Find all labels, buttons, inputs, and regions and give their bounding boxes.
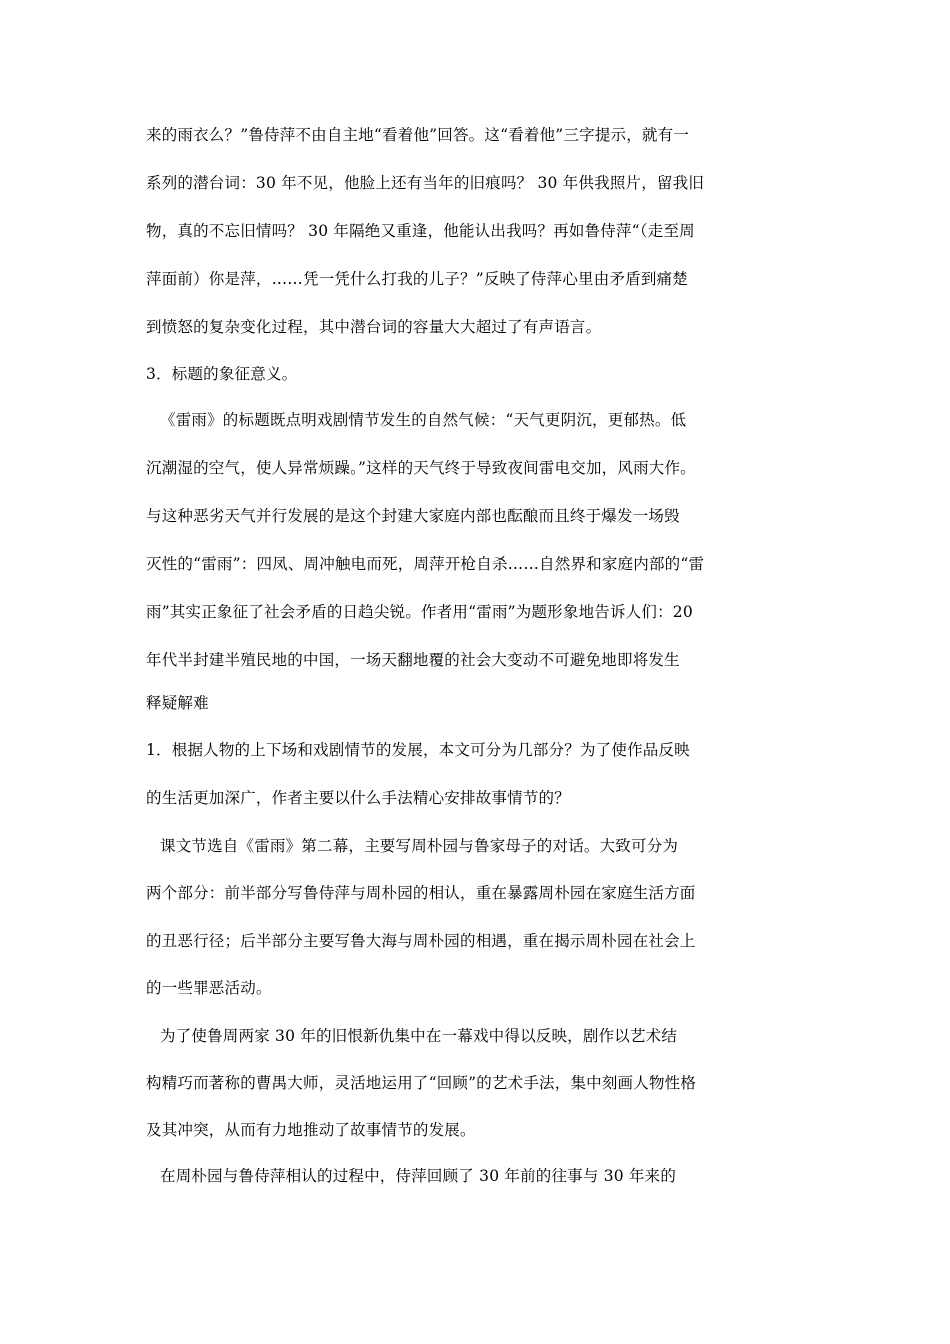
text-line: 来的雨衣么？”鲁侍萍不由自主地“看着他”回答。这“看着他”三字提示，就有一 — [146, 126, 690, 144]
text-line: 灭性的“雷雨”：四凤、周冲触电而死，周萍开枪自杀……自然界和家庭内部的“雷 — [146, 555, 705, 573]
text-line: 年代半封建半殖民地的中国，一场天翻地覆的社会大变动不可避免地即将发生 — [146, 651, 680, 669]
text-line: 在周朴园与鲁侍萍相认的过程中，侍萍回顾了 30 年前的往事与 30 年来的 — [160, 1167, 677, 1185]
section-heading: 释疑解难 — [146, 694, 209, 712]
text-line: 的丑恶行径；后半部分主要写鲁大海与周朴园的相遇，重在揭示周朴园在社会上 — [146, 932, 696, 950]
text-line: 构精巧而著称的曹禺大师，灵活地运用了“回顾”的艺术手法，集中刻画人物性格 — [146, 1074, 697, 1092]
text-line: 两个部分：前半部分写鲁侍萍与周朴园的相认，重在暴露周朴园在家庭生活方面 — [146, 884, 696, 902]
text-line: 沉潮湿的空气，使人异常烦躁。”这样的天气终于导致夜间雷电交加，风雨大作。 — [146, 459, 696, 477]
text-line: 为了使鲁周两家 30 年的旧恨新仇集中在一幕戏中得以反映，剧作以艺术结 — [160, 1027, 678, 1045]
text-line: 到愤怒的复杂变化过程，其中潜台词的容量大大超过了有声语言。 — [146, 318, 602, 336]
text-line: 与这种恶劣天气并行发展的是这个封建大家庭内部也酝酿而且终于爆发一场毁 — [146, 507, 680, 525]
text-line: 及其冲突，从而有力地推动了故事情节的发展。 — [146, 1121, 476, 1139]
section-heading: 3．标题的象征意义。 — [146, 365, 298, 383]
text-line: 《雷雨》的标题既点明戏剧情节发生的自然气候：“天气更阴沉，更郁热。低 — [160, 411, 687, 429]
question-line: 1．根据人物的上下场和戏剧情节的发展，本文可分为几部分？为了使作品反映 — [146, 741, 690, 759]
text-line: 系列的潜台词：30 年不见，他脸上还有当年的旧痕吗？ 30 年供我照片，留我旧 — [146, 174, 705, 192]
text-line: 萍面前）你是萍，……凭一凭什么打我的儿子？”反映了侍萍心里由矛盾到痛楚 — [146, 270, 688, 288]
text-line: 物，真的不忘旧情吗？ 30 年隔绝又重逢，他能认出我吗？再如鲁侍萍“（走至周 — [146, 222, 695, 240]
text-line: 课文节选自《雷雨》第二幕，主要写周朴园与鲁家母子的对话。大致可分为 — [160, 837, 679, 855]
question-line: 的生活更加深广，作者主要以什么手法精心安排故事情节的？ — [146, 789, 570, 807]
text-line: 的一些罪恶活动。 — [146, 979, 272, 997]
text-line: 雨”其实正象征了社会矛盾的日趋尖锐。作者用“雷雨”为题形象地告诉人们：20 — [146, 603, 693, 621]
